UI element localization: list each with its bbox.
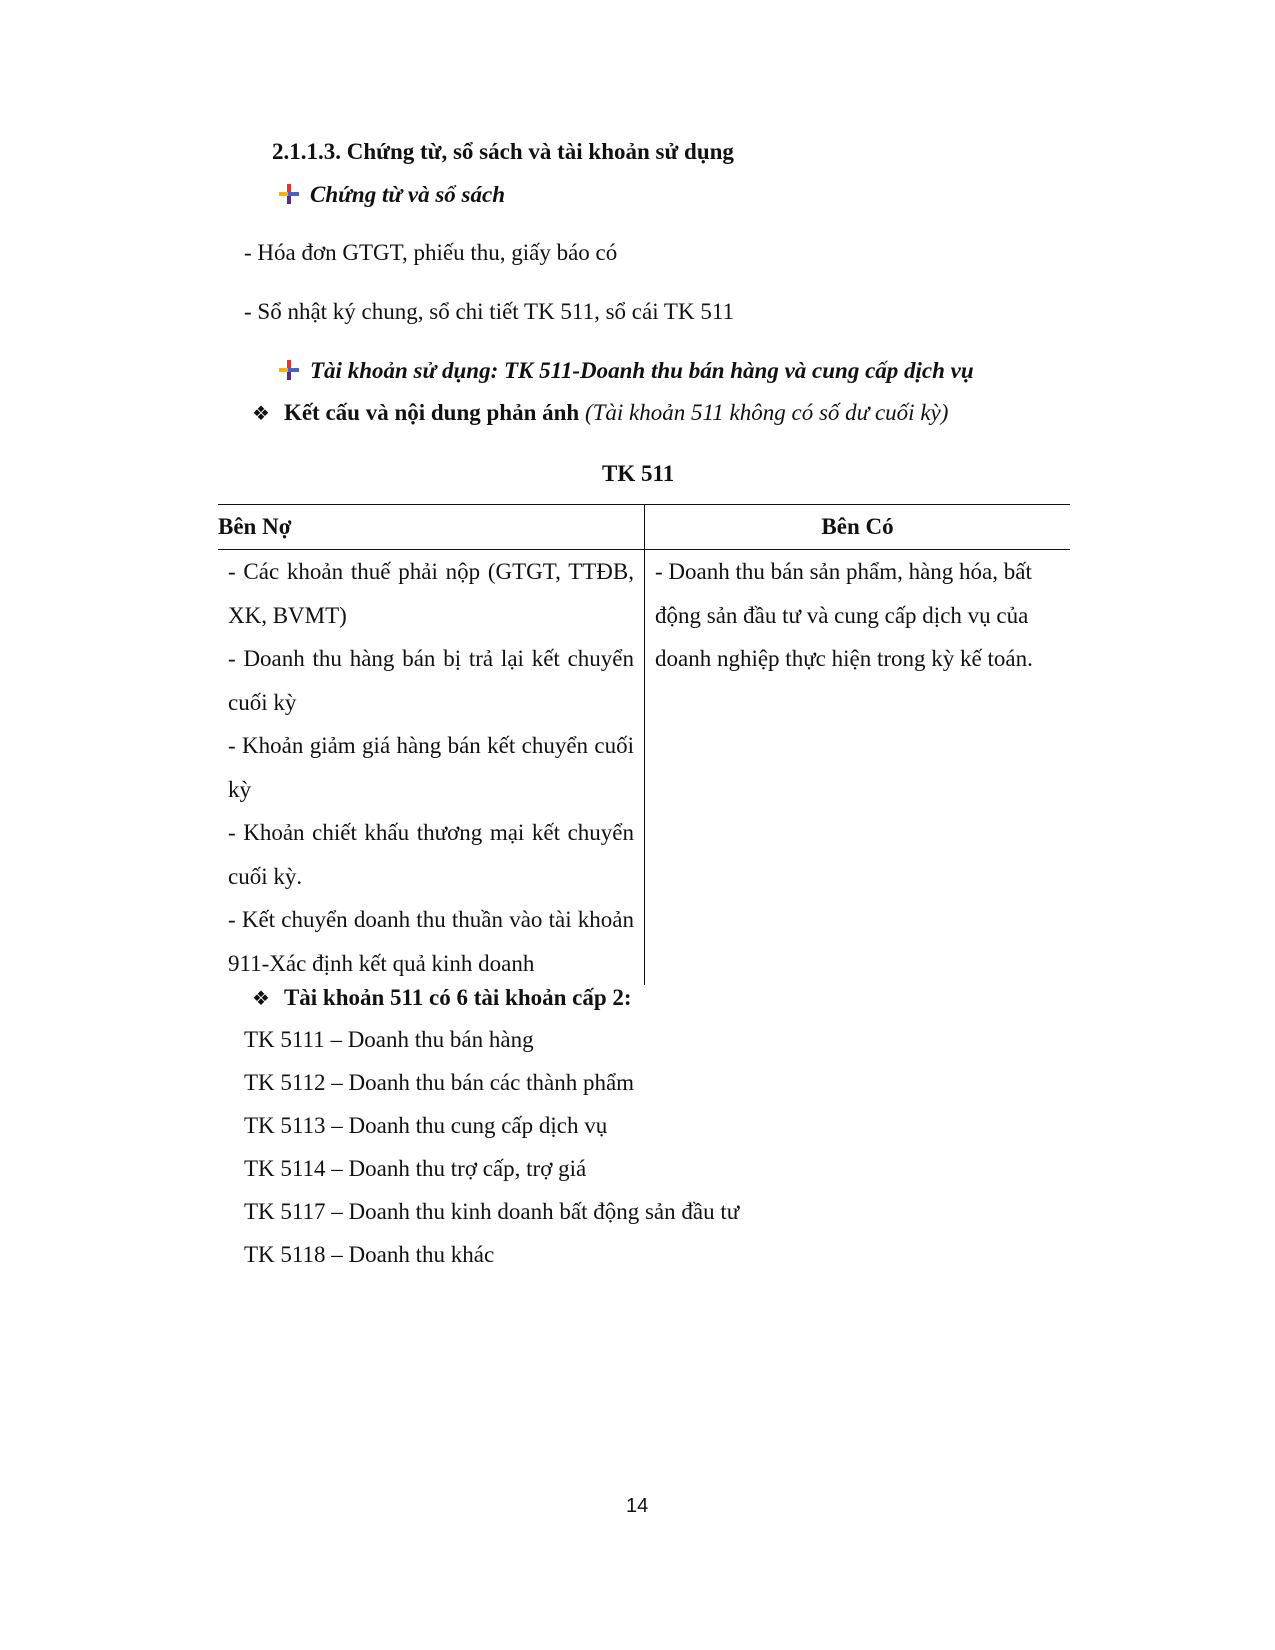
t-account-table [218, 505, 1070, 985]
credit-item: - Doanh thu bán sản phẩm, hàng hóa, bất động sản đầu tư và cung cấp dịch vụ của doanh nghiệp thực hiện trong kỳ kế toán. [655, 559, 1033, 671]
sub-account-item: TK 5117 – Doanh thu kinh doanh bất động sản đầu tư [244, 1199, 740, 1224]
structure-heading-note: (Tài khoản 511 không có số dư cuối kỳ) [584, 400, 949, 425]
sub-account-item: TK 5114 – Doanh thu trợ cấp, trợ giá [244, 1156, 587, 1181]
docs-heading-text: Chứng từ và sổ sách [310, 182, 505, 207]
page-number: 14 [626, 1495, 649, 1517]
four-color-cross-icon [278, 183, 300, 205]
sub-accounts-heading-text: Tài khoản 511 có 6 tài khoản cấp 2: [283, 985, 632, 1010]
account-heading-text: Tài khoản sử dụng: TK 511-Doanh thu bán hàng và cung cấp dịch vụ [310, 358, 974, 383]
debit-item: - Các khoản thuế phải nộp (GTGT, TTĐB, XK, BVMT) [228, 559, 634, 628]
structure-heading-bold: Kết cấu và nội dung phản ánh [283, 400, 580, 425]
credit-header: Bên Có [645, 505, 1071, 550]
sub-account-item: TK 5118 – Doanh thu khác [244, 1242, 495, 1267]
debit-column [218, 550, 645, 986]
structure-heading [252, 398, 948, 428]
sub-account-item: TK 5111 – Doanh thu bán hàng [244, 1027, 534, 1052]
debit-item: - Khoản giảm giá hàng bán kết chuyển cuối kỳ [228, 733, 634, 802]
sub-account-item: TK 5113 – Doanh thu cung cấp dịch vụ [244, 1113, 608, 1138]
sub-accounts-heading [252, 983, 632, 1013]
debit-item: - Kết chuyển doanh thu thuần vào tài khoản 911-Xác định kết quả kinh doanh [228, 907, 634, 976]
docs-heading [278, 180, 505, 210]
debit-header: Bên Nợ [218, 505, 645, 550]
docs-item: - Hóa đơn GTGT, phiếu thu, giấy báo có [244, 240, 618, 265]
account-heading [278, 356, 974, 386]
debit-item: - Khoản chiết khấu thương mại kết chuyển cuối kỳ. [228, 820, 634, 889]
four-color-cross-icon [278, 359, 300, 381]
diamond-bullet-icon: ❖ [252, 401, 270, 425]
section-heading: 2.1.1.3. Chứng từ, sổ sách và tài khoản sử dụng [272, 139, 734, 164]
sub-account-item: TK 5112 – Doanh thu bán các thành phẩm [244, 1070, 635, 1095]
docs-item: - Sổ nhật ký chung, sổ chi tiết TK 511, sổ cái TK 511 [244, 299, 734, 324]
diamond-bullet-icon: ❖ [252, 986, 270, 1010]
t-account-title: TK 511 [602, 461, 675, 486]
credit-column [645, 550, 1071, 986]
debit-item: - Doanh thu hàng bán bị trả lại kết chuyển cuối kỳ [228, 646, 634, 715]
